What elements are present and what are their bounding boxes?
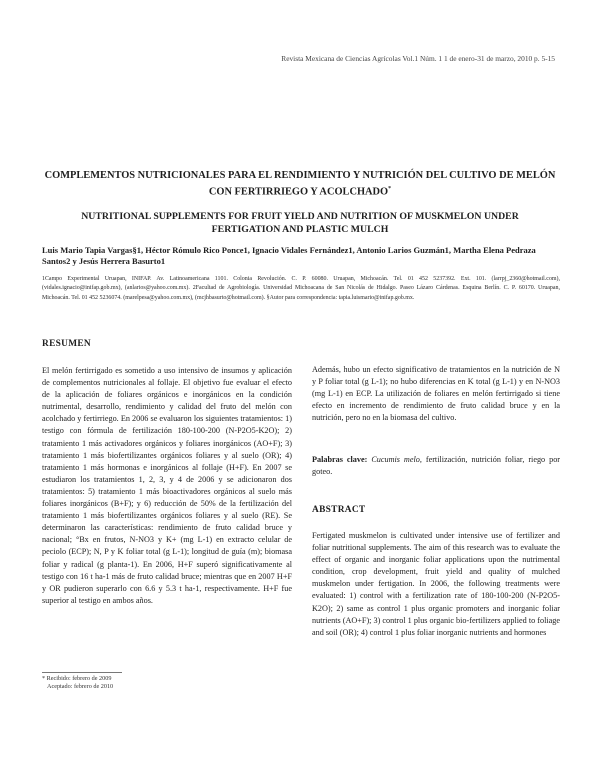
resumen-body-continued: Además, hubo un efecto significativo de tratamientos en la nutrición de N y P foliar total (g L-1); no hubo diferencias en K total (g L-1) y en N-NO3 (mg L-1) en ECP. La utilización de foliares en melón fertirrigado si tiene efecto en incremento de rendimiento de fruto calidad bruce y en la nutrición, pero no en la biomasa del cultivo. <box>312 365 560 423</box>
author-list: Luis Mario Tapia Vargas§1, Héctor Rómulo Rico Ponce1, Ignacio Vidales Fernández1, Antonio Larios Guzmán1, Martha Elena Pedraza Santos2 y Jesús Herrera Basurto1 <box>42 245 536 266</box>
abstract-heading: ABSTRACT <box>312 505 366 515</box>
title-spanish <box>40 170 560 199</box>
keywords-species: Cucumis melo <box>371 455 420 464</box>
affiliations: 1Campo Experimental Uruapan, INIFAP. Av. Latinoamericana 1101. Colonia Revolución. C. P. 60080. Uruapan, Michoacán. Tel. 01 452 5237392. Ext. 101. (larrpj_2360@hotmail.com), (vidales.ignacio@inifap.gob.mx), (anlarios@yahoo.com.mx). 2Facultad de Agrobiología. Universidad Michoacana de San Nicolás de Hidalgo. Paseo Lázaro Cárdenas. Esquina Berlín. C. P. 60170. Uruapan, Michoacán. Tel. 01 452 5236074. (marelpesa@yahoo.com.mx), (mcjhbasurto@hotmail.com). §Autor para correspondencia: tapia.luismario@inifap.gob.mx. <box>42 276 560 301</box>
footnote-divider <box>42 672 122 673</box>
title-spanish-text: COMPLEMENTOS NUTRICIONALES PARA EL RENDIMIENTO Y NUTRICIÓN DEL CULTIVO DE MELÓN CON FERTIRRIEGO Y ACOLCHADO <box>44 170 556 198</box>
accepted-date: Aceptado: febrero de 2010 <box>47 683 114 691</box>
resumen-heading: RESUMEN <box>42 339 91 349</box>
keywords <box>312 454 560 478</box>
title-english: NUTRITIONAL SUPPLEMENTS FOR FRUIT YIELD AND NUTRITION OF MUSKMELON UNDER FERTIGATION AND PLASTIC MULCH <box>81 211 519 235</box>
title-footnote-mark: * <box>388 185 392 192</box>
resumen-body: El melón fertirrigado es sometido a uso intensivo de insumos y aplicación de complementos nutricionales al follaje. El objetivo fue evaluar el efecto de la aplicación de foliares orgánicos e inorgánicos en la condición nutrimental, desarrollo, rendimiento y calidad del fruto del melón con acolchado y fertirriego. En 2006 se evaluaron los siguientes tratamientos: 1) testigo con fórmula de fertilización 180-100-200 (N-P2O5-K2O); 2) tratamiento 1 más activadores orgánicos y foliares inorgánicos (AO+F); 3) tratamiento 1 más biofertilizantes orgánicos foliares y al suelo (OR); 4) tratamiento 1 más hormonas e inorgánicos al follaje (H+F). En 2007 se estudiaron los tratamientos 1, 2, 3, y 4 de 2006 y se adicionaron dos tratamientos: 5) tratamiento 1 más bioactivadores orgánicos al suelo más foliares inorgánicos (B+F); y 6) reducción de 50% de la fertilización del tratamiento 1 más biofertilizantes orgánicos foliares y al suelo (RE). Se determinaron las características: rendimiento de fruto calidad bruce y nacional; °Bx en frutos, N-NO3 y K+ (mg L-1) en extracto celular de peciolo (ECP); N, P y K foliar total (g L-1); longitud de guía (m); biomasa foliar y radical (g planta-1). En 2006, H+F superó significativamente al testigo con 16 t ha-1 más de fruto calidad bruce; mientras que en 2007 H+F y OR pudieron superarlo con 6.6 y 5.3 t ha-1, respectivamente. H+F fue superior al testigo en ambos años. <box>42 366 292 605</box>
keywords-list: , fertilización, nutrición foliar, riego por goteo. <box>312 455 561 477</box>
abstract-body: Fertigated muskmelon is cultivated under intensive use of fertilizer and foliar nutritional supplements. The aim of this research was to evaluate the effect of organic and inorganic foliar applications upon the nutrimental condition, crop development, fruit yield and quality of mulched muskmelon under fertigation. In 2006, the following treatments were evaluated: 1) control with a fertilization rate of 180-100-200 (N-P2O5-K2O); 2) same as control 1 plus organic promoters and inorganic foliar nutrients (AO+F); 3) control 1 plus organic bio-fertilizers applied to foliage and soil (OR); 4) control 1 plus foliar inorganic nutrients and hormones <box>312 531 560 637</box>
received-date: * Recibido: febrero de 2009 <box>42 675 112 682</box>
keywords-label: Palabras clave: <box>312 455 368 464</box>
running-head: Revista Mexicana de Ciencias Agrícolas Vol.1 Núm. 1 1 de enero-31 de marzo, 2010 p. 5-15 <box>281 54 555 63</box>
footnotes <box>42 675 113 692</box>
